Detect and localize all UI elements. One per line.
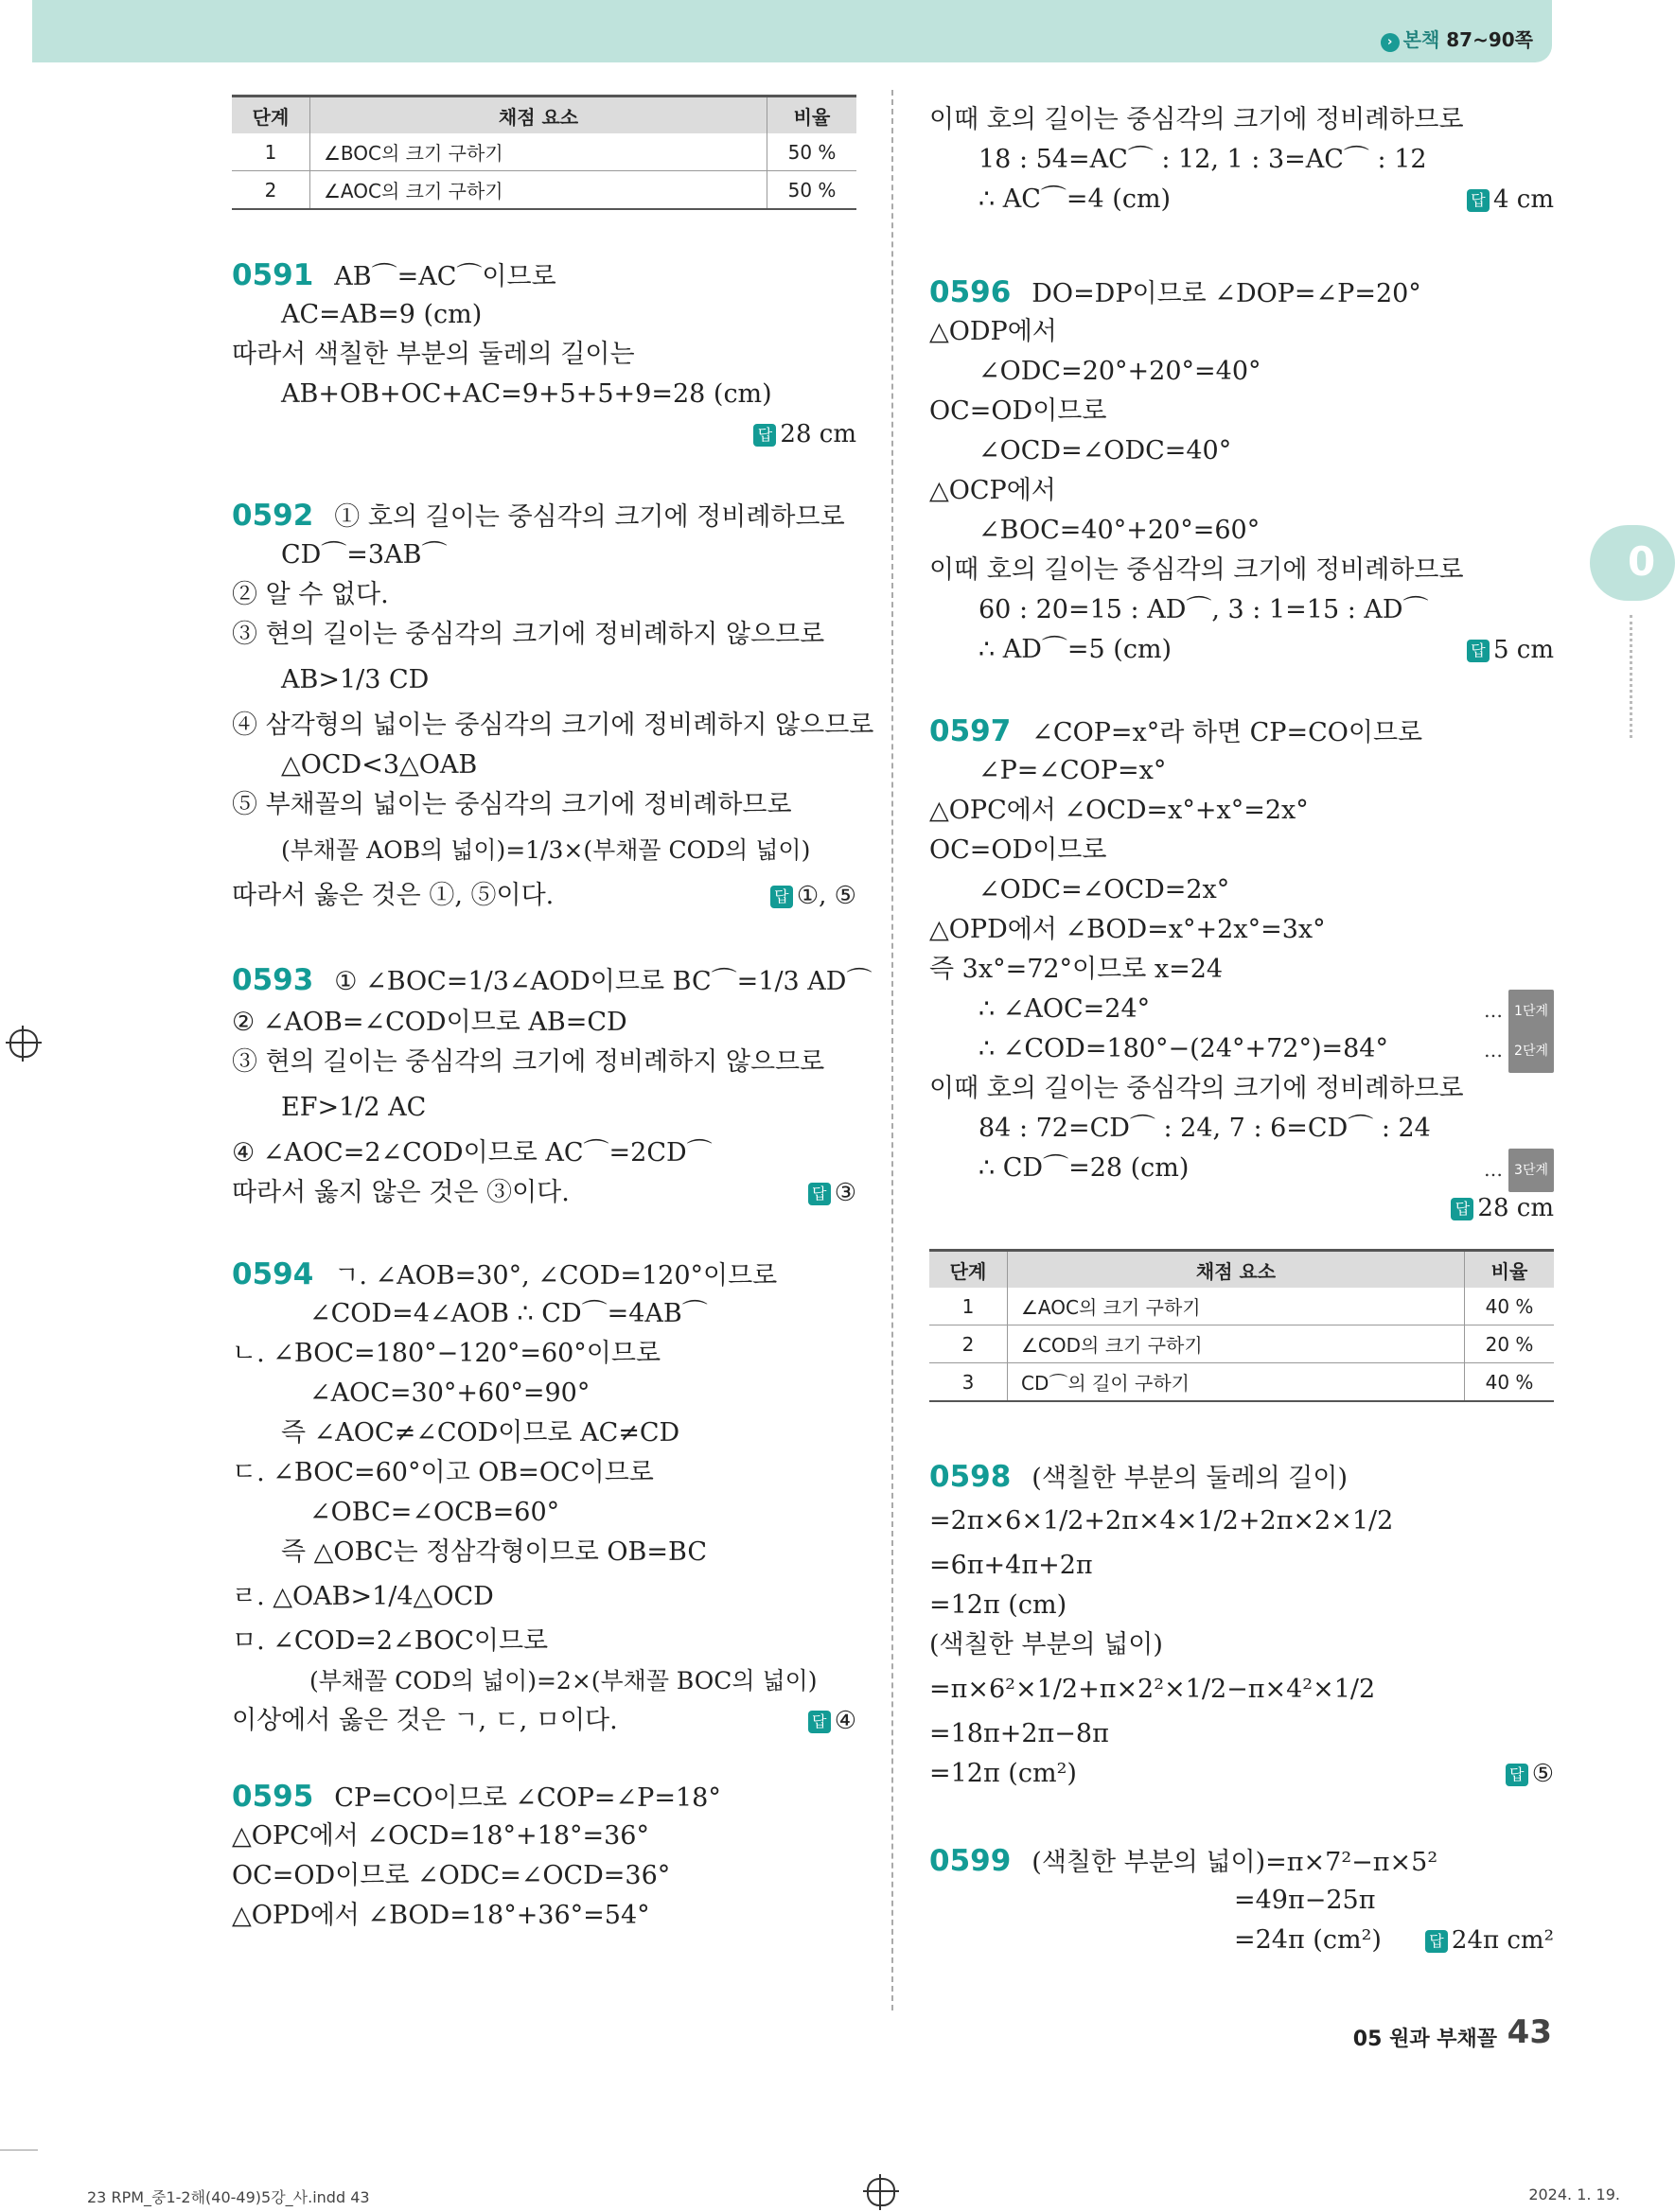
answer: 답 28 cm [753,414,856,454]
registration-mark-icon [9,1029,38,1058]
problem-0593: 0593 ① ∠BOC=1/3∠AOD이므로 BC⌒=1/3 AD⌒ ② ∠AOB=∠COD이므로 AB=CD ③ 현의 길이는 중심각의 크기에 정비례하지 않으므로 EF>1/2 AC ④ ∠AOC=2∠COD이므로 AC⌒=2CD⌒ 따라서 옳지 않은 것은 ③이다. 답 ③ [232,957,856,1213]
problem-0599: 0599 (색칠한 부분의 넓이)=π×7²−π×5² =49π−25π =24π (cm²) 답 24π cm² [929,1841,1554,1960]
answer: 답 4 cm [1467,180,1554,219]
step-2-badge: … 2단계 [1484,1029,1554,1073]
page-number: 43 [1507,2013,1552,2051]
answer: 답 5 cm [1467,630,1554,670]
table-row: 1 ∠BOC의 크기 구하기 50 % [232,133,856,171]
problem-0595-continued: 이때 호의 길이는 중심각의 크기에 정비례하므로 18 : 54=AC⌒ : 12, 1 : 3=AC⌒ : 12 ∴ AC⌒=4 (cm) 답 4 cm [929,100,1554,219]
column-divider [891,90,893,2010]
table-row: 2 ∠COD의 크기 구하기 20 % [929,1325,1554,1363]
footer-rule [0,2150,38,2151]
problem-0596: 0596 DO=DP이므로 ∠DOP=∠P=20° △ODP에서 ∠ODC=20°+20°=40° OC=OD이므로 ∠OCD=∠ODC=40° △OCP에서 ∠BOC=40°+20°=60° 이때 호의 길이는 중심각의 크기에 정비례하므로 60 : 20=15 : AD⌒, 3 : 1=15 : AD⌒ ∴ AD⌒=5 (cm) 답 5 cm [929,272,1554,670]
scoring-table-1: 단계 채점 요소 비율 1 ∠BOC의 크기 구하기 50 % 2 ∠AOC의 크기 구하기 50 % [232,95,856,210]
answer: 답 28 cm [1451,1188,1554,1228]
problem-0597: 0597 ∠COP=x°라 하면 CP=CO이므로 ∠P=∠COP=x° △OPC에서 ∠OCD=x°+x°=2x° OC=OD이므로 ∠ODC=∠OCD=2x° △OPD에서 ∠BOD=x°+2x°=3x° 즉 3x°=72°이므로 x=24 ∴ ∠AOC=24° … 1단계 ∴ ∠COD=180°−(24°+72°)=84° … 2단계 이때 호의 길이는 중심각의 크기에 정비례하므로 84 : 72=CD⌒ : 24, 7 : 6=CD⌒ : 24 ∴ CD⌒=28 (cm) … 3단계 답 28 cm [929,711,1554,1228]
problem-0592: 0592 ① 호의 길이는 중심각의 크기에 정비례하므로 CD⌒=3AB⌒ ② 알 수 없다. ③ 현의 길이는 중심각의 크기에 정비례하지 않으므로 AB>1/3 CD ④ 삼각형의 넓이는 중심각의 크기에 정비례하지 않으므로 △OCD<3△OAB ⑤ 부채꼴의 넓이는 중심각의 크기에 정비례하므로 (부채꼴 AOB의 넓이)=1/3×(부채꼴 COD의 넓이) 따라서 옳은 것은 ①, ⑤이다. 답 ①, ⑤ [232,496,856,916]
step-1-badge: … 1단계 [1484,990,1554,1033]
problem-0594: 0594 ㄱ. ∠AOB=30°, ∠COD=120°이므로 ∠COD=4∠AOB ∴ CD⌒=4AB⌒ ㄴ. ∠BOC=180°−120°=60°이므로 ∠AOC=30°+60°=90° 즉 ∠AOC≠∠COD이므로 AC≠CD ㄷ. ∠BOC=60°이고 OB=OC이므로 ∠OBC=∠OCB=60° 즉 △OBC는 정삼각형이므로 OB=BC ㄹ. △OAB>1/4△OCD ㅁ. ∠COD=2∠BOC이므로 (부채꼴 COD의 넓이)=2×(부채꼴 BOC의 넓이) 이상에서 옳은 것은 ㄱ, ㄷ, ㅁ이다. 답 ④ [232,1255,856,1741]
left-column [232,95,874,1936]
right-column [929,100,1554,1960]
side-tab-text [1630,615,1640,738]
answer: 답 ③ [808,1173,856,1213]
problem-0591: 0591 AB⌒=AC⌒이므로 AC=AB=9 (cm) 따라서 색칠한 부분의 둘레의 길이는 AB+OB+OC+AC=9+5+5+9=28 (cm) 답 28 cm [232,255,856,454]
table-row: 1 ∠AOC의 크기 구하기 40 % [929,1288,1554,1325]
answer: 답 24π cm² [1425,1921,1554,1960]
table-row: 3 CD⌒의 길이 구하기 40 % [929,1363,1554,1402]
top-banner [32,0,1552,62]
answer: 답 ⑤ [1506,1754,1554,1794]
problem-0598: 0598 (색칠한 부분의 둘레의 길이) =2π×6×1/2+2π×4×1/2+2π×2×1/2 =6π+4π+2π =12π (cm) (색칠한 부분의 넓이) =π×6²×1/2+π×2²×1/2−π×4²×1/2 =18π+2π−8π =12π (cm²) 답 ⑤ [929,1457,1554,1794]
page-reference: › 본책 87~90쪽 [1381,25,1533,52]
problem-0595: 0595 CP=CO이므로 ∠COP=∠P=18° △OPC에서 ∠OCD=18°+18°=36° OC=OD이므로 ∠ODC=∠OCD=36° △OPD에서 ∠BOD=18°+36°=54° [232,1780,721,1930]
answer: 답 ①, ⑤ [770,876,856,916]
print-date: 2024. 1. 19. [1528,2186,1620,2203]
step-3-badge: … 3단계 [1484,1149,1554,1192]
chapter-title: 05 원과 부채꼴 [1352,2028,1497,2051]
answer: 답 ④ [808,1701,856,1741]
arrow-right-icon: › [1381,33,1400,52]
file-name: 23 RPM_중1-2해(40-49)5강_사.indd 43 [87,2188,370,2206]
scoring-table-2: 단계 채점 요소 비율 1 ∠AOC의 크기 구하기 40 % 2 ∠COD의 크기 구하기 20 % 3 CD⌒의 길이 구하기 40 % [929,1249,1554,1402]
table-row: 2 ∠AOC의 크기 구하기 50 % [232,171,856,210]
registration-mark-icon [867,2178,895,2206]
chapter-tab: 0 [1590,525,1675,601]
